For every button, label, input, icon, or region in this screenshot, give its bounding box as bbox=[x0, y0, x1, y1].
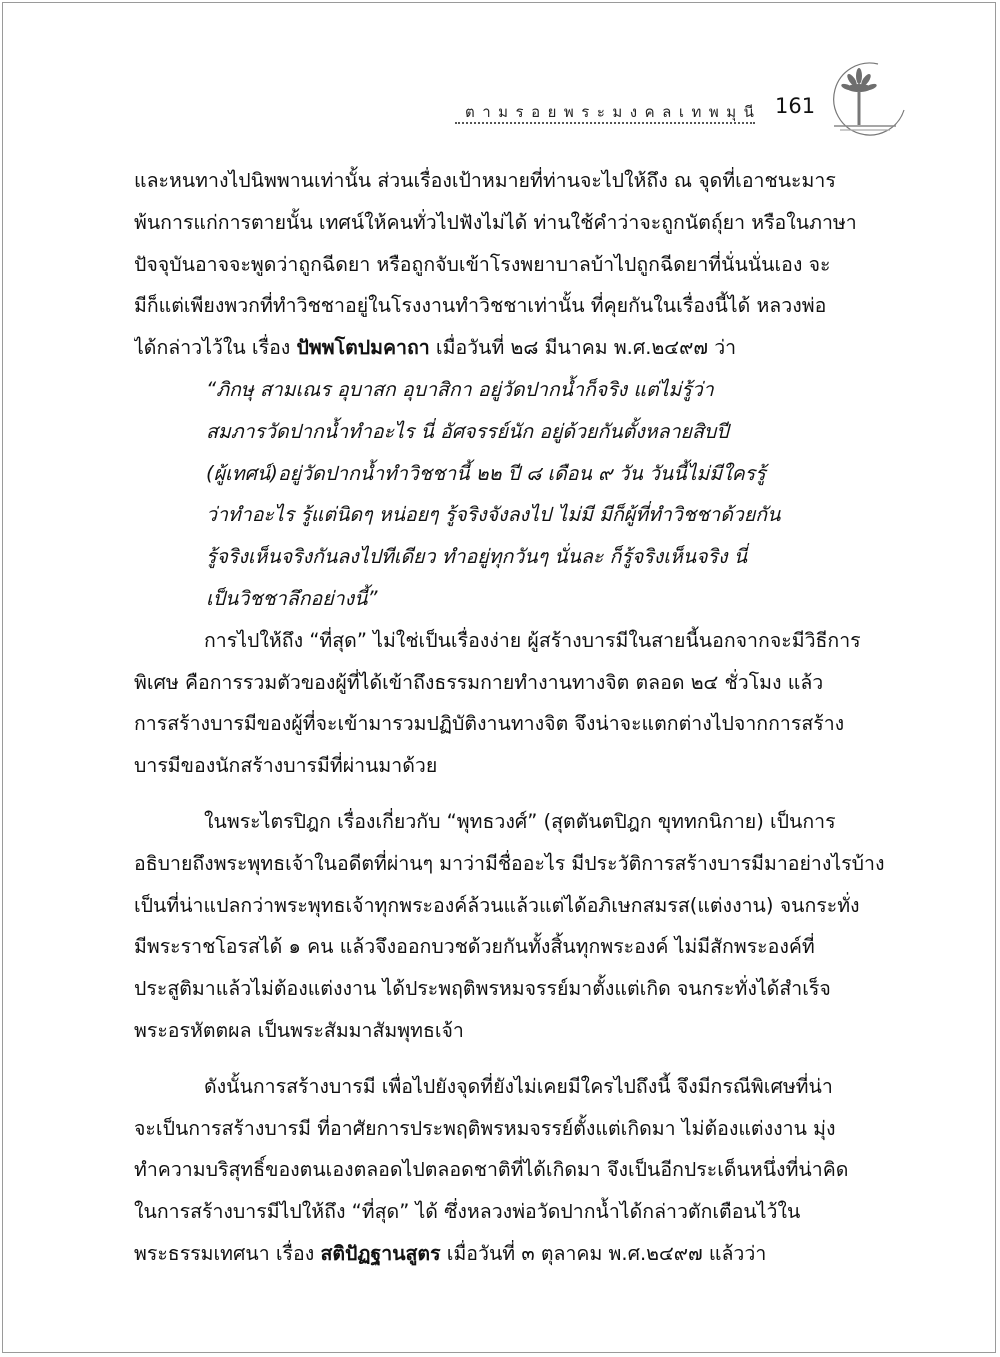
text-line: บารมีของนักสร้างบารมีที่ผ่านมาด้วย bbox=[134, 754, 438, 778]
document-body bbox=[134, 160, 896, 1275]
text-line: พิเศษ คือการรวมตัวของผู้ที่ได้เข้าถึงธรรมกายทำงานทางจิต ตลอด ๒๔ ชั่วโมง แล้ว bbox=[134, 670, 824, 694]
quote-line: รู้จริงเห็นจริงกันลงไปทีเดียว ทำอยู่ทุกวันๆ นั่นละ ก็รู้จริงเห็นจริง นี่ bbox=[206, 545, 748, 569]
quote-line: เป็นวิชชาลึกอย่างนี้” bbox=[206, 586, 378, 610]
quote-line: สมภารวัดปากน้ำทำอะไร นี่ อัศจรรย์นัก อยู่ด้วยกันตั้งหลายสิบปี bbox=[206, 419, 729, 443]
text-line: พ้นการแก่การตายนั้น เทศน์ให้คนทั่วไปฟังไม่ได้ ท่านใช้คำว่าจะถูกนัตถุ์ยา หรือในภาษา bbox=[134, 210, 857, 234]
text-line: มีพระราชโอรสได้ ๑ คน แล้วจึงออกบวชด้วยกันทั้งสิ้นทุกพระองค์ ไม่มีสักพระองค์ที่ bbox=[134, 935, 815, 959]
quote-line: ว่าทำอะไร รู้แต่นิดๆ หน่อยๆ รู้จริงจังลงไป ไม่มี มีก็ผู้ที่ทำวิชชาด้วยกัน bbox=[206, 503, 781, 527]
text-line: ปัจจุบันอาจจะพูดว่าถูกฉีดยา หรือถูกจับเข้าโรงพยาบาลบ้าไปถูกฉีดยาที่นั่นนั่นเอง จะ bbox=[134, 252, 831, 276]
paragraph-2 bbox=[134, 620, 896, 787]
paragraph-gap bbox=[134, 1052, 896, 1066]
text-line: มีก็แต่เพียงพวกที่ทำวิชชาอยู่ในโรงงานทำวิชชาเท่านั้น ที่คุยกันในเรื่องนี้ได้ หลวงพ่อ bbox=[134, 294, 827, 318]
text-line: จะเป็นการสร้างบารมี ที่อาศัยการประพฤติพรหมจรรย์ตั้งแต่เกิดมา ไม่ต้องแต่งงาน มุ่ง bbox=[134, 1116, 836, 1140]
text-line: พระอรหัตตผล เป็นพระสัมมาสัมพุทธเจ้า bbox=[134, 1018, 464, 1042]
bold-title: ปัพพโตปมคาถา bbox=[296, 336, 430, 360]
text-run: เมื่อวันที่ ๒๘ มีนาคม พ.ศ.๒๔๙๗ ว่า bbox=[429, 336, 737, 360]
text-line: การไปให้ถึง “ที่สุด” ไม่ใช่เป็นเรื่องง่าย ผู้สร้างบารมีในสายนี้นอกจากจะมีวิธีการ bbox=[204, 628, 861, 652]
text-line: ทำความบริสุทธิ์ของตนเองตลอดไปตลอดชาติที่ได้เกิดมา จึงเป็นอีกประเด็นหนึ่งที่น่าคิด bbox=[134, 1158, 849, 1182]
quote-line: “ภิกษุ สามเณร อุบาสก อุบาสิกา อยู่วัดปากน้ำก็จริง แต่ไม่รู้ว่า bbox=[206, 377, 714, 401]
running-header bbox=[455, 92, 815, 132]
text-line: ในการสร้างบารมีไปให้ถึง “ที่สุด” ได้ ซึ่งหลวงพ่อวัดปากน้ำได้กล่าวตักเตือนไว้ใน bbox=[134, 1200, 801, 1224]
bold-title: สติปัฏฐานสูตร bbox=[320, 1241, 441, 1265]
text-line bbox=[134, 1233, 896, 1275]
quote-block bbox=[134, 369, 896, 620]
text-line: ดังนั้นการสร้างบารมี เพื่อไปยังจุดที่ยังไม่เคยมีใครไปถึงนี้ จึงมีกรณีพิเศษที่น่า bbox=[204, 1074, 833, 1098]
text-line: การสร้างบารมีของผู้ที่จะเข้ามารวมปฏิบัติงานทางจิต จึงน่าจะแตกต่างไปจากการสร้าง bbox=[134, 712, 845, 736]
text-run: พระธรรมเทศนา เรื่อง bbox=[134, 1241, 321, 1265]
text-run: ได้กล่าวไว้ใน เรื่อง bbox=[134, 336, 297, 360]
quote-line: (ผู้เทศน์)อยู่วัดปากน้ำทำวิชชานี้ ๒๒ ปี ๘ เดือน ๙ วัน วันนี้ไม่มีใครรู้ bbox=[206, 461, 766, 485]
page-number: 161 bbox=[775, 94, 816, 118]
text-line: และหนทางไปนิพพานเท่านั้น ส่วนเรื่องเป้าหมายที่ท่านจะไปให้ถึง ณ จุดที่เอาชนะมาร bbox=[134, 169, 836, 192]
text-line: เป็นที่น่าแปลกว่าพระพุทธเจ้าทุกพระองค์ล้วนแล้วแต่ได้อภิเษกสมรส(แต่งงาน) จนกระทั่ง bbox=[134, 893, 860, 917]
text-run: เมื่อวันที่ ๓ ตุลาคม พ.ศ.๒๔๙๗ แล้วว่า bbox=[440, 1241, 767, 1265]
lotus-emblem-icon bbox=[826, 58, 908, 140]
paragraph-1 bbox=[134, 160, 896, 369]
dotted-rule bbox=[455, 122, 755, 124]
paragraph-4 bbox=[134, 1066, 896, 1275]
text-line bbox=[134, 327, 896, 369]
paragraph-gap bbox=[134, 787, 896, 801]
text-line: ประสูติมาแล้วไม่ต้องแต่งงาน ได้ประพฤติพรหมจรรย์มาตั้งแต่เกิด จนกระทั่งได้สำเร็จ bbox=[134, 977, 831, 1001]
text-line: ในพระไตรปิฎก เรื่องเกี่ยวกับ “พุทธวงศ์” (สุตตันตปิฎก ขุททกนิกาย) เป็นการ bbox=[204, 809, 836, 833]
running-title: ตามรอยพระมงคลเทพมุนี bbox=[465, 103, 762, 121]
text-line: อธิบายถึงพระพุทธเจ้าในอดีตที่ผ่านๆ มาว่ามีชื่ออะไร มีประวัติการสร้างบารมีมาอย่างไรบ้าง bbox=[134, 851, 885, 875]
paragraph-3 bbox=[134, 801, 896, 1052]
